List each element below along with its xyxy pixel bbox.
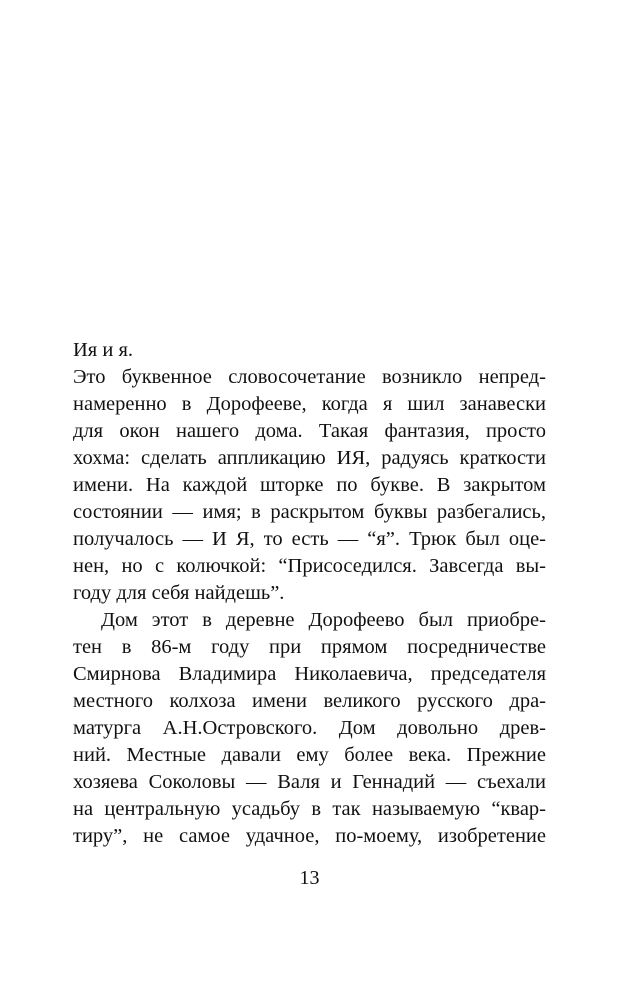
page-number: 13 [299,867,320,889]
text-line: состоянии — имя; в раскрытом буквы разбегались, [73,501,546,523]
text-line: хозяева Соколовы — Валя и Геннадий — съехали [73,771,546,793]
text-line: для окон нашего дома. Такая фантазия, просто [73,420,546,442]
text-line: имени. На каждой шторке по букве. В закрытом [73,474,546,496]
body-text [73,337,546,850]
paragraph-first-line: Дом этот в деревне Дорофеево был приобре- [101,609,546,631]
text-line: намеренно в Дорофееве, когда я шил занавески [73,393,546,415]
text-line: тиру”, не самое удачное, по-моему, изобретение [73,825,546,847]
text-line: местного колхоза имени великого русского дра- [73,690,546,712]
text-line: тен в 86-м году при прямом посредничестве [73,636,546,658]
text-line: получалось — И Я, то есть — “я”. Трюк был оце- [73,528,546,550]
text-line: на центральную усадьбу в так называемую “квар- [73,798,546,820]
text-line: нен, но с колючкой: “Присоседился. Завсегда вы- [73,555,546,577]
text-line: Смирнова Владимира Николаевича, председателя [73,663,546,685]
text-line: году для себя найдешь”. [73,582,285,604]
text-line: хохма: сделать аппликацию ИЯ, радуясь краткости [73,447,546,469]
text-line: Это буквенное словосочетание возникло непред- [73,366,546,388]
heading-line: Ия и я. [73,339,134,361]
text-line: матурга А.Н.Островского. Дом довольно древ- [73,717,546,739]
text-line: ний. Местные давали ему более века. Прежние [73,744,546,766]
